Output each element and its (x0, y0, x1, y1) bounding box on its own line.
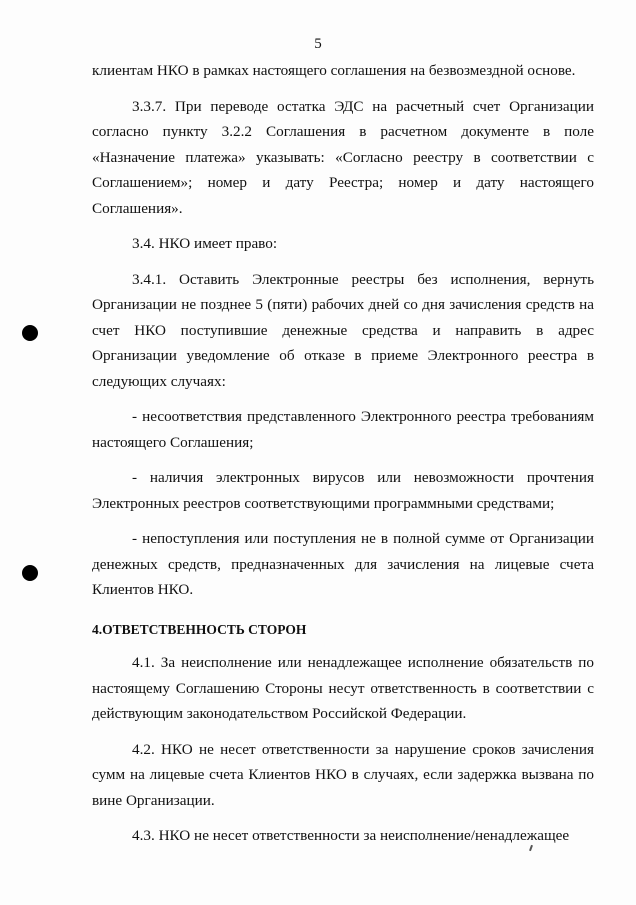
punch-hole-mark (22, 565, 38, 581)
list-item-nonconformity: - несоответствия представленного Электронного реестра требованиям настоящего Соглашения; (92, 408, 594, 451)
paragraph-3-3-7: 3.3.7. При переводе остатка ЭДС на расчетный счет Организации согласно пункту 3.2.2 Соглашения в расчетном документе в поле «Назначение платежа» указывать: «Согласно реестру в соответствии с Соглашением»; номер и дату Реестра; номер и дату настоящего Соглашения». (92, 97, 594, 217)
section-heading: 4.ОТВЕТСТВЕННОСТЬ СТОРОН (92, 621, 307, 637)
page-number: 5 (314, 36, 322, 52)
list-item-nonreceipt: - непоступления или поступления не в полной сумме от Организации денежных средств, предназначенных для зачисления на лицевые счета Клиентов НКО. (92, 530, 594, 598)
paragraph-4-2: 4.2. НКО не несет ответственности за нарушение сроков зачисления сумм на лицевые счета Клиентов НКО в случаях, если задержка вызвана по вине Организации. (92, 740, 594, 809)
paragraph-4-1: 4.1. За неисполнение или ненадлежащее исполнение обязательств по настоящему Соглашению Стороны несут ответственность в соответствии с действующим законодательством Российской Федерации. (92, 654, 594, 722)
paragraph-4-3: 4.3. НКО не несет ответственности за неисполнение/ненадлежащее (132, 827, 570, 844)
punch-hole-mark (22, 325, 38, 341)
paragraph-3-4: 3.4. НКО имеет право: (132, 235, 278, 252)
paragraph-3-4-1: 3.4.1. Оставить Электронные реестры без исполнения, вернуть Организации не позднее 5 (пяти) рабочих дней со дня зачисления средств на счет НКО поступившие денежные средства и направить в адрес Организации уведомление об отказе в приеме Электронного реестра в следующих случаях: (92, 270, 594, 390)
document-body (92, 58, 594, 859)
list-item-viruses: - наличия электронных вирусов или невозможности прочтения Электронных реестров соответствующими программными средствами; (92, 469, 594, 512)
paragraph-continuation: клиентам НКО в рамках настоящего соглашения на безвозмездной основе. (92, 62, 576, 79)
